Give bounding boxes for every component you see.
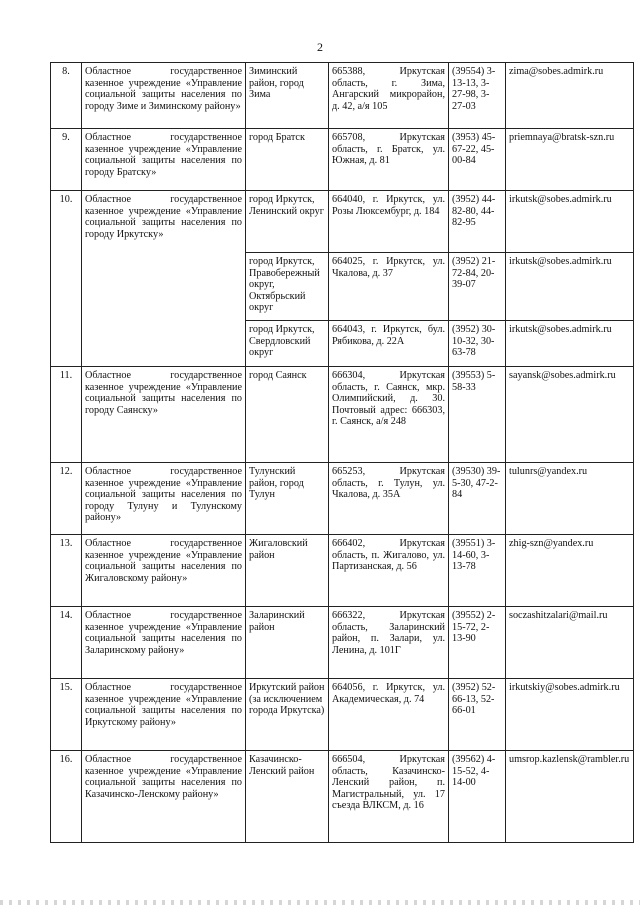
- row-number: 14.: [51, 606, 82, 678]
- service-area: Зиминский район, город Зима: [246, 63, 329, 129]
- postal-address: 665253, Иркутская область, г. Тулун, ул. Чкалова, д. 35А: [329, 462, 449, 534]
- postal-address: 664043, г. Иркутск, бул. Рябикова, д. 22А: [329, 320, 449, 366]
- phone-numbers: (3952) 44-82-80, 44-82-95: [449, 191, 506, 253]
- postal-address: 666504, Иркутская область, Казачинско-Ленский район, п. Магистральный, ул. 17 съезда ВЛКСМ, д. 16: [329, 750, 449, 842]
- institution-name: Областное государственное казенное учреждение «Управление социальной защиты населения по городу Зиме и Зиминскому району»: [82, 63, 246, 129]
- row-number: 11.: [51, 366, 82, 462]
- table-row: [51, 462, 634, 534]
- table-row: [51, 63, 634, 129]
- table-row: [51, 191, 634, 253]
- table-row: [51, 366, 634, 462]
- table-row: [51, 750, 634, 842]
- phone-numbers: (3952) 30-10-32, 30-63-78: [449, 320, 506, 366]
- email-address: tulunrs@yandex.ru: [506, 462, 634, 534]
- email-address: soczashitzalari@mail.ru: [506, 606, 634, 678]
- email-address: irkutsk@sobes.admirk.ru: [506, 253, 634, 321]
- scan-edge-artifact: [0, 900, 640, 905]
- institution-name: Областное государственное казенное учреждение «Управление социальной защиты населения по городу Саянску»: [82, 366, 246, 462]
- email-address: irkutskiy@sobes.admirk.ru: [506, 678, 634, 750]
- institution-name: Областное государственное казенное учреждение «Управление социальной защиты населения по Жигаловскому району»: [82, 534, 246, 606]
- email-address: priemnaya@bratsk-szn.ru: [506, 129, 634, 191]
- table-row: [51, 606, 634, 678]
- row-number: 13.: [51, 534, 82, 606]
- institution-name: Областное государственное казенное учреждение «Управление социальной защиты населения по городу Братску»: [82, 129, 246, 191]
- service-area: Жигаловский район: [246, 534, 329, 606]
- email-address: umsrop.kazlensk@rambler.ru: [506, 750, 634, 842]
- postal-address: 665708, Иркутская область, г. Братск, ул. Южная, д. 81: [329, 129, 449, 191]
- institutions-table-body: [51, 63, 634, 843]
- institution-name: Областное государственное казенное учреждение «Управление социальной защиты населения по городу Иркутску»: [82, 191, 246, 367]
- row-number: 10.: [51, 191, 82, 367]
- phone-numbers: (39530) 39-5-30, 47-2-84: [449, 462, 506, 534]
- postal-address: 664040, г. Иркутск, ул. Розы Люксембург, д. 184: [329, 191, 449, 253]
- phone-numbers: (39553) 5-58-33: [449, 366, 506, 462]
- phone-numbers: (39562) 4-15-52, 4-14-00: [449, 750, 506, 842]
- email-address: zima@sobes.admirk.ru: [506, 63, 634, 129]
- service-area: город Иркутск, Свердловский округ: [246, 320, 329, 366]
- institution-name: Областное государственное казенное учреждение «Управление социальной защиты населения по городу Тулуну и Тулунскому району»: [82, 462, 246, 534]
- service-area: Тулунский район, город Тулун: [246, 462, 329, 534]
- email-address: zhig-szn@yandex.ru: [506, 534, 634, 606]
- institutions-table: [50, 62, 634, 843]
- row-number: 15.: [51, 678, 82, 750]
- email-address: irkutsk@sobes.admirk.ru: [506, 191, 634, 253]
- table-row: [51, 534, 634, 606]
- phone-numbers: (39554) 3-13-13, 3-27-98, 3-27-03: [449, 63, 506, 129]
- service-area: Иркутский район (за исключением города Иркутска): [246, 678, 329, 750]
- row-number: 8.: [51, 63, 82, 129]
- service-area: город Иркутск, Правобережный округ, Октябрьский округ: [246, 253, 329, 321]
- institution-name: Областное государственное казенное учреждение «Управление социальной защиты населения по Заларинскому району»: [82, 606, 246, 678]
- phone-numbers: (39551) 3-14-60, 3-13-78: [449, 534, 506, 606]
- phone-numbers: (3952) 52-66-13, 52-66-01: [449, 678, 506, 750]
- postal-address: 666322, Иркутская область, Заларинский район, п. Залари, ул. Ленина, д. 101Г: [329, 606, 449, 678]
- service-area: город Братск: [246, 129, 329, 191]
- postal-address: 665388, Иркутская область, г. Зима, Ангарский микрорайон, д. 42, а/я 105: [329, 63, 449, 129]
- email-address: sayansk@sobes.admirk.ru: [506, 366, 634, 462]
- postal-address: 666402, Иркутская область, п. Жигалово, ул. Партизанская, д. 56: [329, 534, 449, 606]
- page-number: 2: [317, 40, 323, 54]
- postal-address: 664025, г. Иркутск, ул. Чкалова, д. 37: [329, 253, 449, 321]
- phone-numbers: (3953) 45-67-22, 45-00-84: [449, 129, 506, 191]
- row-number: 12.: [51, 462, 82, 534]
- postal-address: 666304, Иркутская область, г. Саянск, мкр. Олимпийский, д. 30. Почтовый адрес: 666303, г. Саянск, а/я 248: [329, 366, 449, 462]
- institution-name: Областное государственное казенное учреждение «Управление социальной защиты населения по Казачинско-Ленскому району»: [82, 750, 246, 842]
- service-area: Казачинско-Ленский район: [246, 750, 329, 842]
- postal-address: 664056, г. Иркутск, ул. Академическая, д. 74: [329, 678, 449, 750]
- service-area: город Иркутск, Ленинский округ: [246, 191, 329, 253]
- service-area: город Саянск: [246, 366, 329, 462]
- service-area: Заларинский район: [246, 606, 329, 678]
- row-number: 9.: [51, 129, 82, 191]
- phone-numbers: (3952) 21-72-84, 20-39-07: [449, 253, 506, 321]
- institution-name: Областное государственное казенное учреждение «Управление социальной защиты населения по Иркутскому району»: [82, 678, 246, 750]
- row-number: 16.: [51, 750, 82, 842]
- table-row: [51, 678, 634, 750]
- email-address: irkutsk@sobes.admirk.ru: [506, 320, 634, 366]
- table-row: [51, 129, 634, 191]
- phone-numbers: (39552) 2-15-72, 2-13-90: [449, 606, 506, 678]
